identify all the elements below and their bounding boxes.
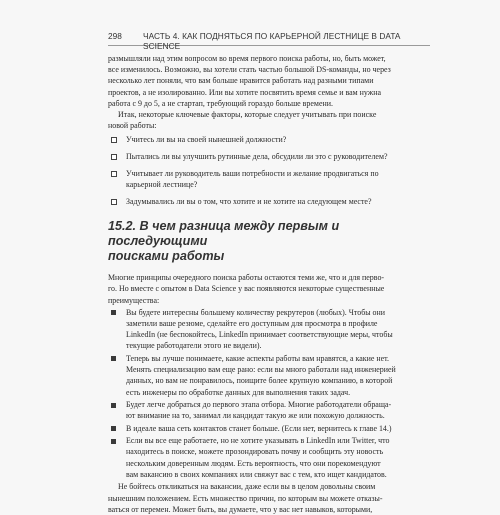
- square-bullet-icon: [111, 403, 116, 408]
- checklist-item: [108, 196, 430, 207]
- checkbox-icon: [111, 154, 117, 160]
- text-line: Вы будете интересны большему количеству рекрутеров (любых). Чтобы они: [126, 307, 386, 317]
- text-line: новой работы:: [108, 121, 157, 131]
- text-line: есть инженеры по обработке данных для выполнения таких задач.: [126, 387, 351, 397]
- checklist-item: [108, 151, 430, 162]
- text-line: проектов, а не изолированно. Или вы хотите посвятить время семье и вам нужна: [108, 87, 382, 97]
- square-bullet-icon: [111, 310, 116, 315]
- advantages-list: [108, 307, 430, 480]
- text-line: текущие работодатели этого не видели).: [126, 341, 262, 351]
- text-line: несколько лет поняли, что вам больше нравится работать над разными типами: [108, 76, 374, 86]
- checkbox-icon: [111, 171, 117, 177]
- text-line: нескольким доверенным людям. Есть вероятность, что они порекомендуют: [126, 458, 381, 468]
- text-line: вам вакансию в своих компаниях или свяжут вас с тем, кто ищет кандидатов.: [126, 469, 387, 479]
- section-intro-paragraph: [108, 272, 430, 306]
- text-line: Будет легче добраться до первого этапа отбора. Многие работодатели обраща-: [126, 400, 392, 410]
- advantage-item: [108, 423, 430, 434]
- advantage-item: [108, 353, 430, 398]
- text-line: ваться от перемен. Может быть, вы думаете, что у вас нет навыков, которыми,: [108, 504, 373, 514]
- square-bullet-icon: [111, 439, 116, 444]
- factors-intro-paragraph: [108, 109, 430, 131]
- checkbox-icon: [111, 199, 117, 205]
- checkbox-icon: [111, 137, 117, 143]
- text-line: размышляли над этим вопросом во время первого поиска работы, но, быть может,: [108, 54, 386, 63]
- text-line: все изменилось. Возможно, вы хотели стать частью большой DS-команды, но через: [108, 65, 391, 75]
- text-line: карьерной лестнице?: [126, 180, 198, 190]
- text-line: LinkedIn (не беспокойтесь, LinkedIn принимает соответствующие меры, чтобы: [126, 330, 393, 340]
- text-line: Многие принципы очередного поиска работы остаются теми же, что и для перво-: [108, 273, 385, 283]
- chapter-title: ЧАСТЬ 4. КАК ПОДНЯТЬСЯ ПО КАРЬЕРНОЙ ЛЕСТНИЦЕ В DATA SCIENCE: [143, 31, 400, 51]
- text-line: работа с 9 до 5, а не стартап, требующий гораздо больше времени.: [108, 98, 333, 108]
- text-line: данных, но вам не понравилось, поищите более крупную компанию, в которой: [126, 376, 393, 386]
- text-line: ют внимание на то, занимал ли кандидат такую же или похожую должность.: [126, 411, 385, 421]
- text-line: Теперь вы лучше понимаете, какие аспекты работы вам нравятся, а какие нет.: [126, 353, 390, 363]
- text-line: Не бойтесь откликаться на вакансии, даже если вы в целом довольны своим: [118, 482, 376, 492]
- text-line: го. Но вместе с опытом в Data Science у вас появляются некоторые существенные: [108, 284, 385, 294]
- text-line: Учитесь ли вы на своей нынешней должности?: [126, 135, 287, 145]
- text-line: Задумывались ли вы о том, что хотите и не хотите на следующем месте?: [126, 197, 372, 207]
- text-line: Менять специализацию вам еще рано: если вы много работали над инженерией: [126, 365, 396, 375]
- checklist-item: [108, 134, 430, 145]
- page-number: 298: [108, 31, 122, 41]
- text-line: Пытались ли вы улучшить рутинные дела, обсудили ли это с руководителем?: [126, 152, 388, 162]
- heading-line: поисками работы: [108, 249, 225, 264]
- checklist-item: [108, 168, 430, 190]
- text-line: нынешним положением. Есть множество причин, по которым вы можете отказы-: [108, 493, 383, 503]
- advantage-item: [108, 399, 430, 421]
- text-line: Если вы все еще работаете, но не хотите указывать в LinkedIn или Twitter, что: [126, 436, 390, 446]
- running-header: [108, 31, 430, 51]
- text-line: преимущества:: [108, 295, 160, 305]
- advantage-item: [108, 435, 430, 480]
- text-line: находитесь в поиске, можете прозондировать почву и сообщить эту новость: [126, 447, 384, 457]
- heading-line: 15.2. В чем разница между первым и последующими: [108, 219, 340, 249]
- intro-paragraph: [108, 53, 430, 109]
- text-line: Учитывает ли руководитель ваши потребности и желание продвигаться по: [126, 169, 379, 179]
- text-line: В идеале ваша сеть контактов станет больше. (Если нет, вернитесь к главе 14.): [126, 423, 392, 433]
- text-line: заметили ваше резюме, сделайте его доступным для просмотра в профиле: [126, 319, 378, 329]
- square-bullet-icon: [111, 426, 116, 431]
- section-heading: [108, 219, 430, 264]
- advantage-item: [108, 307, 430, 352]
- text-line: Итак, некоторые ключевые факторы, которые следует учитывать при поиске: [118, 110, 377, 120]
- square-bullet-icon: [111, 356, 116, 361]
- closing-paragraph: [108, 481, 430, 515]
- page-content: [108, 53, 430, 515]
- checklist: [108, 134, 430, 207]
